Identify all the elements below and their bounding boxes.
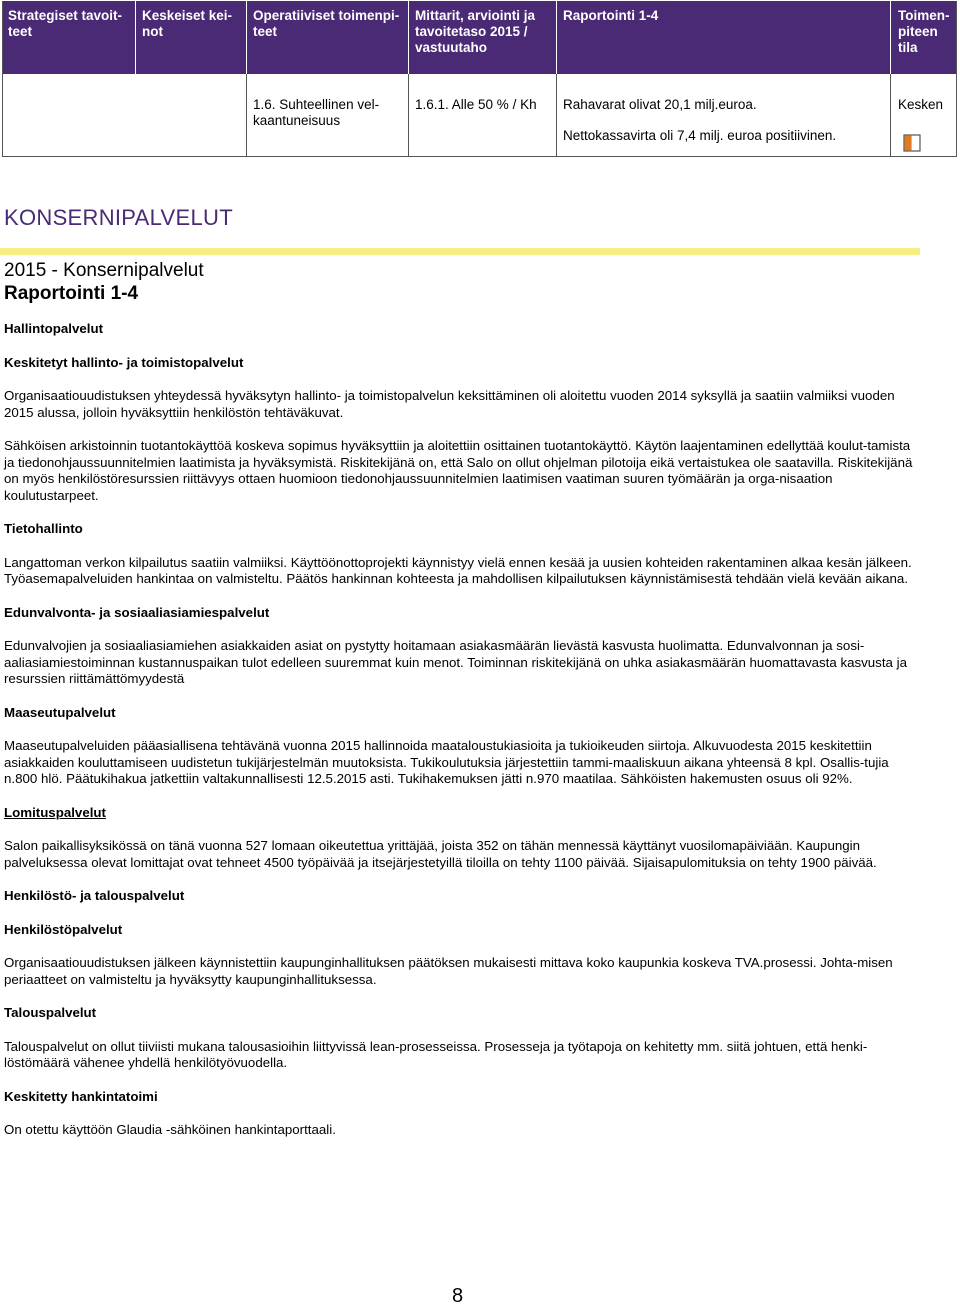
- status-text: Kesken: [898, 97, 944, 112]
- header-operative-measures: Operatiiviset toimenpi- teet: [253, 8, 400, 39]
- section-heading: Talouspalvelut: [4, 1005, 97, 1020]
- section-heading: Maaseutupalvelut: [4, 704, 116, 720]
- target-cell: 1.6.1. Alle 50 % / Kh: [415, 97, 537, 112]
- header-metrics: Mittarit, arviointi ja tavoitetaso 2015 / vastuutaho: [415, 8, 536, 55]
- report-body: [4, 321, 916, 1156]
- section-heading: Lomituspalvelut: [4, 804, 106, 820]
- section-heading: Henkilöstö- ja talouspalvelut: [4, 888, 185, 903]
- section-heading: Henkilöstöpalvelut: [4, 921, 123, 937]
- section-heading: Edunvalvonta- ja sosiaaliasiamiespalvelut: [4, 604, 270, 620]
- section-paragraph: Organisaatiouudistuksen yhteydessä hyväksytyn hallinto- ja toimistopalvelun keksittäminen oli aloitettu vuoden 2014 syksyllä ja saatiin valmiiksi vuoden 2015 alussa, jolloin hyväksyttiin henkilöstön tehtäväkuvat.: [4, 388, 895, 420]
- header-reporting: Raportointi 1-4: [563, 8, 659, 23]
- report-line-2: Nettokassavirta oli 7,4 milj. euroa positiivinen.: [563, 128, 837, 143]
- section-heading: Keskitetty hankintatoimi: [4, 1088, 158, 1104]
- section-heading: Hallintopalvelut: [4, 321, 103, 336]
- section-heading: Keskitetyt hallinto- ja toimistopalvelut: [4, 354, 244, 370]
- page-number: 8: [452, 1285, 464, 1307]
- table-header: [2, 1, 957, 74]
- status-table: [2, 1, 957, 157]
- section-paragraph: On otettu käyttöön Glaudia -sähköinen hankintaporttaali.: [4, 1122, 336, 1137]
- report-title: Raportointi 1-4: [4, 283, 139, 304]
- section-paragraph: Organisaatiouudistuksen jälkeen käynnistettiin kaupunginhallituksen päätöksen mukaisesti mittava koko kaupunkia koskeva TVA.prosessi. Johta-misen periaatteet on valmisteltu ja hyväksytty kaupunginhallituksessa.: [4, 955, 893, 987]
- section-paragraph: Talouspalvelut on ollut tiiviisti mukana talousasioihin liittyvissä lean-prosesseissa. Prosesseja ja työtapoja on kehitetty mm. siitä johtuen, että henki-löstömäärä vähenee yhdellä henkilötyövuodella.: [4, 1038, 868, 1070]
- section-paragraph: Salon paikallisyksikössä on tänä vuonna 527 lomaan oikeutettua yrittäjää, joista 352 on tähän mennessä käyttänyt vuosilomapäiviään. Kaupungin palveluksessa olevat lomittajat ovat tehneet 4500 työpäivää ja itsejärjestetyillä tiloilla on tehty 1100 päivää. Sijaisapulomituksia on tehty 1900 päivää.: [4, 838, 877, 870]
- title-rule: [0, 248, 920, 255]
- page-title: KONSERNIPALVELUT: [4, 205, 233, 230]
- section-paragraph: Maaseutupalveluiden pääasiallisena tehtävänä vuonna 2015 hallinnoida maataloustukiasioita ja tukioikeuden siirtoja. Alkuvuodesta 2015 keskitettiin asiakkaiden kouluttamiseen uudistetun tukijärjestelmän muutoksista. Tukikoulutuksia järjestettiin tammi-maaliskuun aikana yhteensä 8 kpl. Osallis-tujia n.800 hlö. Päätukihakua jatkettiin valtakunnallisesti 12.5.2015 asti. Tukihakemuksen jätti n.970 maatilaa. Sähköisten hakemusten osuus oli 92%.: [4, 738, 889, 786]
- header-measure-status: Toimen- piteen tila: [898, 8, 950, 55]
- subtitle: 2015 - Konsernipalvelut: [4, 260, 204, 281]
- section-heading: Tietohallinto: [4, 521, 83, 536]
- section-paragraph: Sähköisen arkistoinnin tuotantokäyttöä koskeva sopimus hyväksyttiin ja aloitettiin osittainen tuotantokäyttö. Käytön laajentaminen edellyttää koulut-tamista ja tiedonohjaussuunnitelmien laatimista ja hyväksymistä. Riskitekijänä on, että Salo on ollut ohjelman pilotoija eikä vertaistukea ole saatavilla. Riskitekijänä on myös henkilöstöresurssien riittävyys ottaen huomioon tiedonohjaussuunnitelmien laatimisen vaatiman suuren työmäärän ja orga-nisaation koulutustarpeet.: [4, 438, 913, 503]
- measure-cell: 1.6. Suhteellinen vel- kaantuneisuus: [253, 97, 380, 128]
- section-paragraph: Edunvalvojien ja sosiaaliasiamiehen asiakkaiden asiat on pystytty hoitamaan asiakasmäärän lievästä kasvusta huolimatta. Edunvalvonnan ja sosi-aaliasiamiestoiminnan kustannuspaikan tulot edelleen suuremmat kuin menot. Toiminnan riskitekijänä on uhka asiakasmäärän huomattavasta kasvusta ja resurssien riittämättömyydestä: [4, 638, 907, 686]
- section-paragraph: Langattoman verkon kilpailutus saatiin valmiiksi. Käyttöönottoprojekti käynnistyy vielä ennen kesää ja uusien kohteiden rakentaminen alkaa kesän jälkeen. Työasemapalveluiden hankintaa on valmisteltu. Päätös hankinnan kohteesta ja mahdollisen kilpailutuksen käynnistämisestä tehdään vielä kevään aikana.: [4, 554, 912, 586]
- report-line-1: Rahavarat olivat 20,1 milj.euroa.: [563, 97, 757, 112]
- header-key-means: Keskeiset kei- not: [142, 8, 233, 39]
- header-strategic-goals: Strategiset tavoit- teet: [8, 8, 123, 39]
- half-filled-square-icon: [903, 134, 921, 152]
